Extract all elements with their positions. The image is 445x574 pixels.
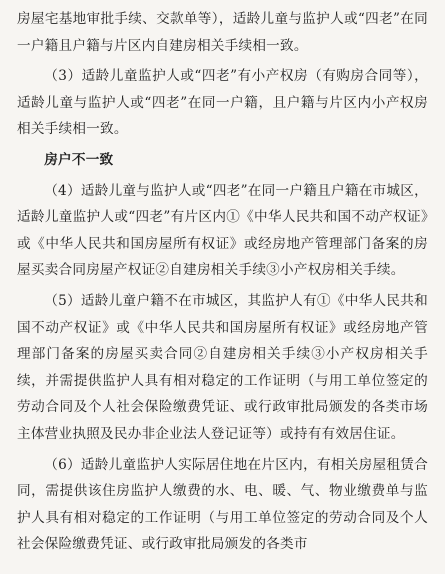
paragraph-item-6: （6）适龄儿童监护人实际居住地在片区内，有相关房屋租赁合同，需提供该住房监护人缴费的水、电、暖、气、物业缴费单与监护人具有相对稳定的工作证明（与用工单位签定的劳动合同及个人社会保险缴费凭证、或行政审批局颁发的各类市 (17, 456, 428, 553)
paragraph-continuation: 房屋宅基地审批手续、交款单等），适龄儿童与监护人或“四老”在同一户籍且户籍与片区内自建房相关手续相一致。 (17, 11, 428, 54)
paragraph-item-5: （5）适龄儿童户籍不在市城区，其监护人有①《中华人民共和国不动产权证》或《中华人民共和国房屋所有权证》或经房地产管理部门备案的房屋买卖合同②自建房相关手续③小产权房相关手续，并需提供监护人具有相对稳定的工作证明（与用工单位签定的劳动合同及个人社会保险缴费凭证、或行政审批局颁发的各类市场主体营业执照及民办非企业法人登记证等）或持有有效居住证。 (17, 292, 428, 442)
paragraph-item-4: （4）适龄儿童与监护人或“四老”在同一户籍且户籍在市城区，适龄儿童监护人或“四老”有片区内①《中华人民共和国不动产权证》或《中华人民共和国房屋所有权证》或经房地产管理部门备案的房屋买卖合同房屋产权证②自建房相关手续③小产权房相关手续。 (17, 182, 428, 279)
paragraph-item-3: （3）适龄儿童监护人或“四老”有小产权房（有购房合同等），适龄儿童与监护人或“四老”在同一户籍，且户籍与片区内小产权房相关手续相一致。 (17, 68, 428, 138)
section-heading: 房户不一致 (44, 151, 114, 168)
